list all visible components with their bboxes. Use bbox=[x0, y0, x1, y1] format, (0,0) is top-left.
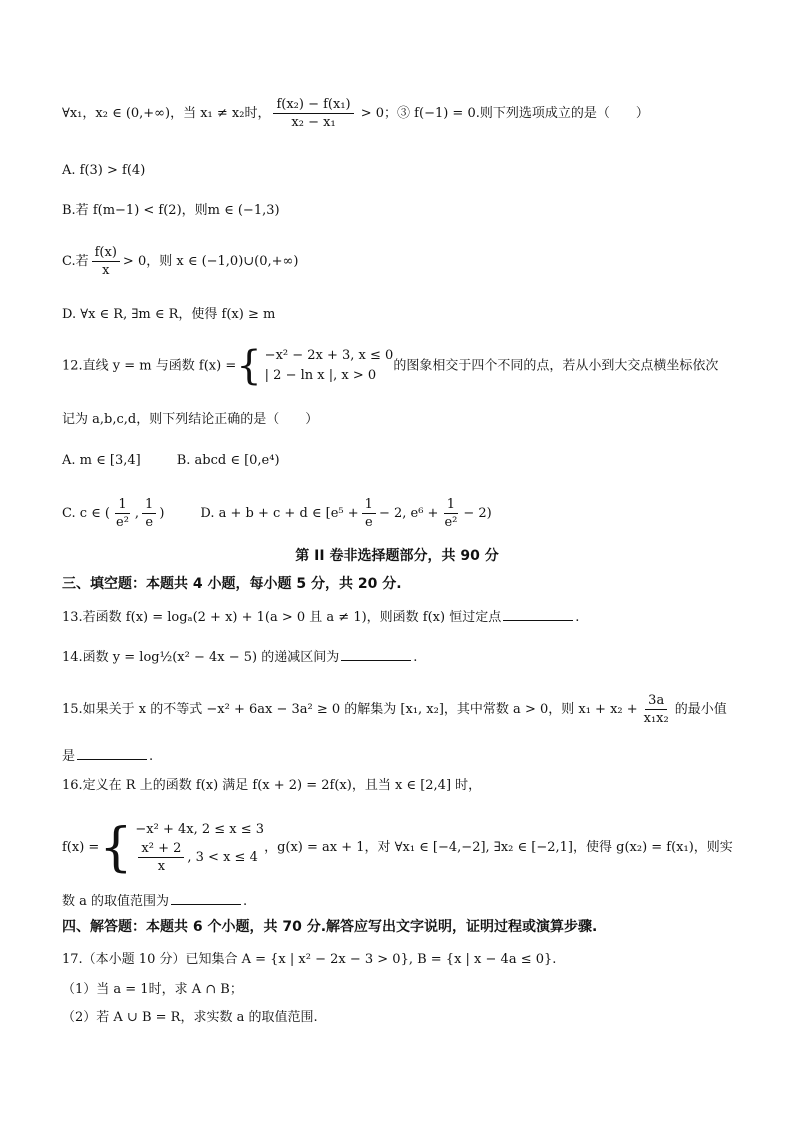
q17-part2: （2）若 A ∪ B = R，求实数 a 的取值范围. bbox=[62, 1010, 318, 1025]
q14-text: 14.函数 y = log½(x² − 4x − 5) 的递减区间为 bbox=[62, 650, 340, 665]
q15-frac-num: 3a bbox=[645, 692, 667, 710]
section3-heading: 三、填空题：本题共 4 小题，每小题 5 分，共 20 分. bbox=[62, 576, 402, 592]
q12-option-c-comma: , bbox=[134, 506, 140, 521]
q16-case1: −x² + 4x, 2 ≤ x ≤ 3 bbox=[135, 822, 265, 837]
q16-answer-blank[interactable] bbox=[171, 890, 241, 905]
q15-answer-blank[interactable] bbox=[77, 745, 147, 760]
q15-line2-post: . bbox=[149, 749, 154, 764]
q16-line3-post: . bbox=[243, 894, 248, 909]
q12-stem-pre: 12.直线 y = m 与函数 f(x) = bbox=[62, 358, 237, 374]
q12-option-a: A. m ∈ [3,4] bbox=[62, 453, 141, 468]
q12-options-ab bbox=[62, 451, 280, 471]
q11-frac-num: f(x₂) − f(x₁) bbox=[273, 96, 353, 114]
q12-option-c-num2: 1 bbox=[142, 496, 156, 514]
q12-option-c-num1: 1 bbox=[115, 496, 129, 514]
q15-line2-text: 是 bbox=[62, 749, 76, 764]
q12-option-b: B. abcd ∈ [0,e⁴) bbox=[176, 453, 280, 468]
q11-option-a: A. f(3) > f(4) bbox=[62, 163, 146, 178]
q12-option-d-den1: e bbox=[364, 515, 373, 530]
q15-frac-den: x₁x₂ bbox=[643, 711, 669, 726]
q11-option-c-den: x bbox=[102, 263, 110, 278]
q16-case2-post: , 3 < x ≤ 4 bbox=[187, 850, 258, 865]
q11-option-c bbox=[62, 244, 298, 279]
q16-fx: f(x) = bbox=[62, 840, 100, 855]
q16-mid: ，g(x) = ax + 1，对 ∀x₁ ∈ [−4,−2], ∃x₂ ∈ [−2,1]，使得 g(x₂) = f(x₁)，则实 bbox=[264, 840, 733, 855]
q16-line1: 16.定义在 R 上的函数 f(x) 满足 f(x + 2) = 2f(x)，且当 x ∈ [2,4] 时， bbox=[62, 778, 482, 793]
q12-case1: −x² − 2x + 3, x ≤ 0 bbox=[264, 348, 394, 363]
q16-piecewise: { −x² + 4x, 2 ≤ x ≤ 3 $\frac{\text{x² + 2}}{x}$ , 3 < x ≤ 4 bbox=[99, 817, 265, 878]
q11-option-d: D. ∀x ∈ R, ∃m ∈ R，使得 f(x) ≥ m bbox=[62, 307, 276, 322]
q12-option-d-num2: 1 bbox=[444, 496, 458, 514]
q16-line3-text: 数 a 的取值范围为 bbox=[62, 894, 170, 909]
q11-option-c-num: f(x) bbox=[92, 244, 120, 262]
q16-line2 bbox=[62, 817, 733, 878]
q13-post: . bbox=[575, 610, 580, 625]
q11-option-c-pre: C.若 bbox=[62, 254, 89, 269]
q13-text: 13.若函数 f(x) = logₐ(2 + x) + 1(a > 0 且 a ≠ 1)，则函数 f(x) 恒过定点 bbox=[62, 610, 502, 625]
q12-option-d-num1: 1 bbox=[362, 496, 376, 514]
q16-case2-den: x bbox=[157, 859, 166, 874]
q14-answer-blank[interactable] bbox=[341, 646, 411, 661]
q12-option-d-mid: − 2, e⁶ + bbox=[378, 506, 439, 521]
q12-stem-line2: 记为 a,b,c,d，则下列结论正确的是（ ） bbox=[62, 412, 319, 427]
q11-option-c-post: > 0，则 x ∈ (−1,0)∪(0,+∞) bbox=[122, 254, 299, 269]
q12-piecewise: { −x² − 2x + 3, x ≤ 0 | 2 − ln x |, x > 0 bbox=[236, 343, 394, 389]
q15 bbox=[62, 692, 727, 727]
q16-case2-num: x² + 2 bbox=[138, 840, 184, 858]
q16-line3 bbox=[62, 890, 247, 912]
q14 bbox=[62, 646, 417, 668]
q11-frac-den: x₂ − x₁ bbox=[291, 115, 336, 130]
q11-stem-pre: ∀x₁，x₂ ∈ (0,+∞)，当 x₁ ≠ x₂时， bbox=[62, 106, 271, 121]
q12-option-c-pre: C. c ∈ ( bbox=[62, 506, 110, 521]
q12-option-c-post: ) bbox=[159, 506, 165, 521]
q12-option-d-pre: D. a + b + c + d ∈ [e⁵ + bbox=[200, 506, 359, 521]
q12-case2: | 2 − ln x |, x > 0 bbox=[264, 368, 377, 383]
q15-text: 15.如果关于 x 的不等式 −x² + 6ax − 3a² ≥ 0 的解集为 [x₁, x₂]，其中常数 a > 0，则 x₁ + x₂ + bbox=[62, 702, 638, 717]
q14-post: . bbox=[413, 650, 418, 665]
q12-option-c-den2: e bbox=[145, 515, 154, 530]
q12-stem bbox=[62, 343, 719, 389]
q12-option-d-post: − 2) bbox=[463, 506, 492, 521]
q15-line2 bbox=[62, 745, 153, 767]
q12-option-d-den2: e² bbox=[444, 515, 458, 530]
section4-heading: 四、解答题：本题共 6 个小题，共 70 分.解答应写出文字说明，证明过程或演算步骤. bbox=[62, 919, 598, 935]
q17-part1: （1）当 a = 1时，求 A ∩ B； bbox=[62, 982, 243, 997]
q11-option-b: B.若 f(m−1) < f(2)，则m ∈ (−1,3) bbox=[62, 203, 280, 218]
q11-stem-post: > 0；③ f(−1) = 0.则下列选项成立的是（ ） bbox=[356, 106, 649, 121]
q11-option-c-frac bbox=[92, 244, 120, 279]
q12-stem-post: 的图象相交于四个不同的点，若从小到大交点横坐标依次 bbox=[393, 358, 719, 374]
q13 bbox=[62, 606, 579, 628]
part2-title: 第 II 卷非选择题部分，共 90 分 bbox=[295, 548, 499, 564]
q17-stem: 17.（本小题 10 分）已知集合 A = {x | x² − 2x − 3 > 0}, B = {x | x − 4a ≤ 0}. bbox=[62, 952, 557, 967]
q13-answer-blank[interactable] bbox=[503, 606, 573, 621]
q11-stem bbox=[62, 96, 649, 131]
q15-post: 的最小值 bbox=[674, 702, 727, 717]
q12-options-cd bbox=[62, 496, 492, 531]
q11-fraction bbox=[273, 96, 353, 131]
q12-option-c-den1: e² bbox=[116, 515, 129, 530]
